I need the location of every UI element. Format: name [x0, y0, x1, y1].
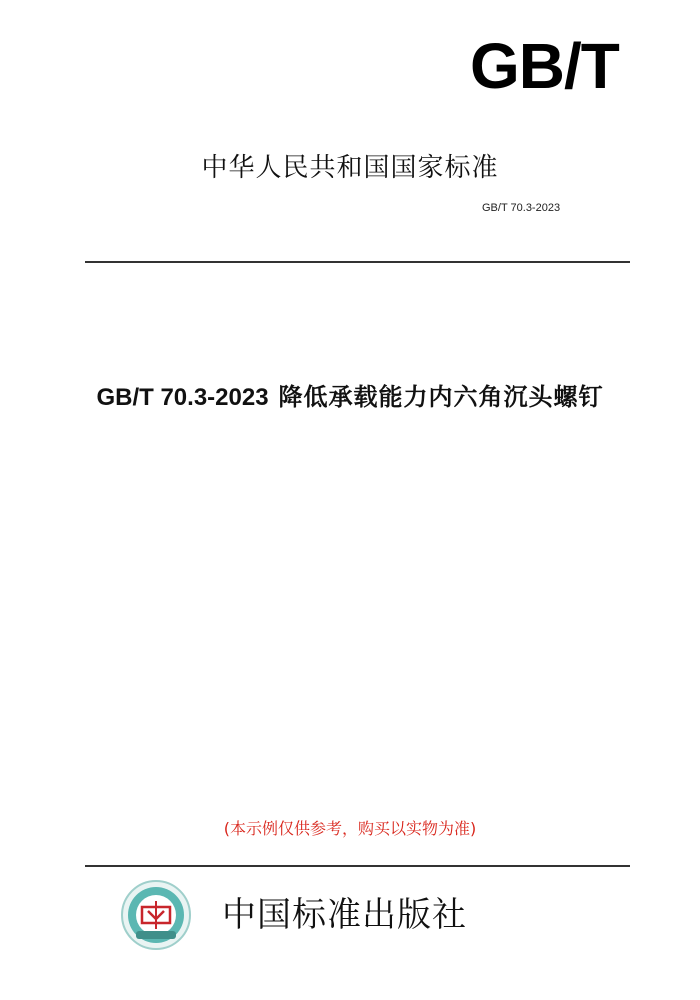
disclaimer-note: (本示例仅供参考，购买以实物为准) [223, 819, 477, 838]
publisher-name: 中国标准出版社 [222, 895, 467, 935]
document-title [0, 377, 700, 418]
document-name: 降低承载能力内六角沉头螺钉 [278, 383, 604, 411]
standard-number: GB/T 70.3-2023 [482, 202, 561, 214]
gb-t-logo: GB/T [470, 30, 619, 102]
top-divider [85, 261, 630, 263]
publisher-seal-icon [120, 879, 192, 951]
standard-type-heading: 中华人民共和国国家标准 [201, 153, 499, 183]
bottom-divider [85, 865, 630, 867]
document-code: GB/T 70.3-2023 [96, 384, 269, 411]
